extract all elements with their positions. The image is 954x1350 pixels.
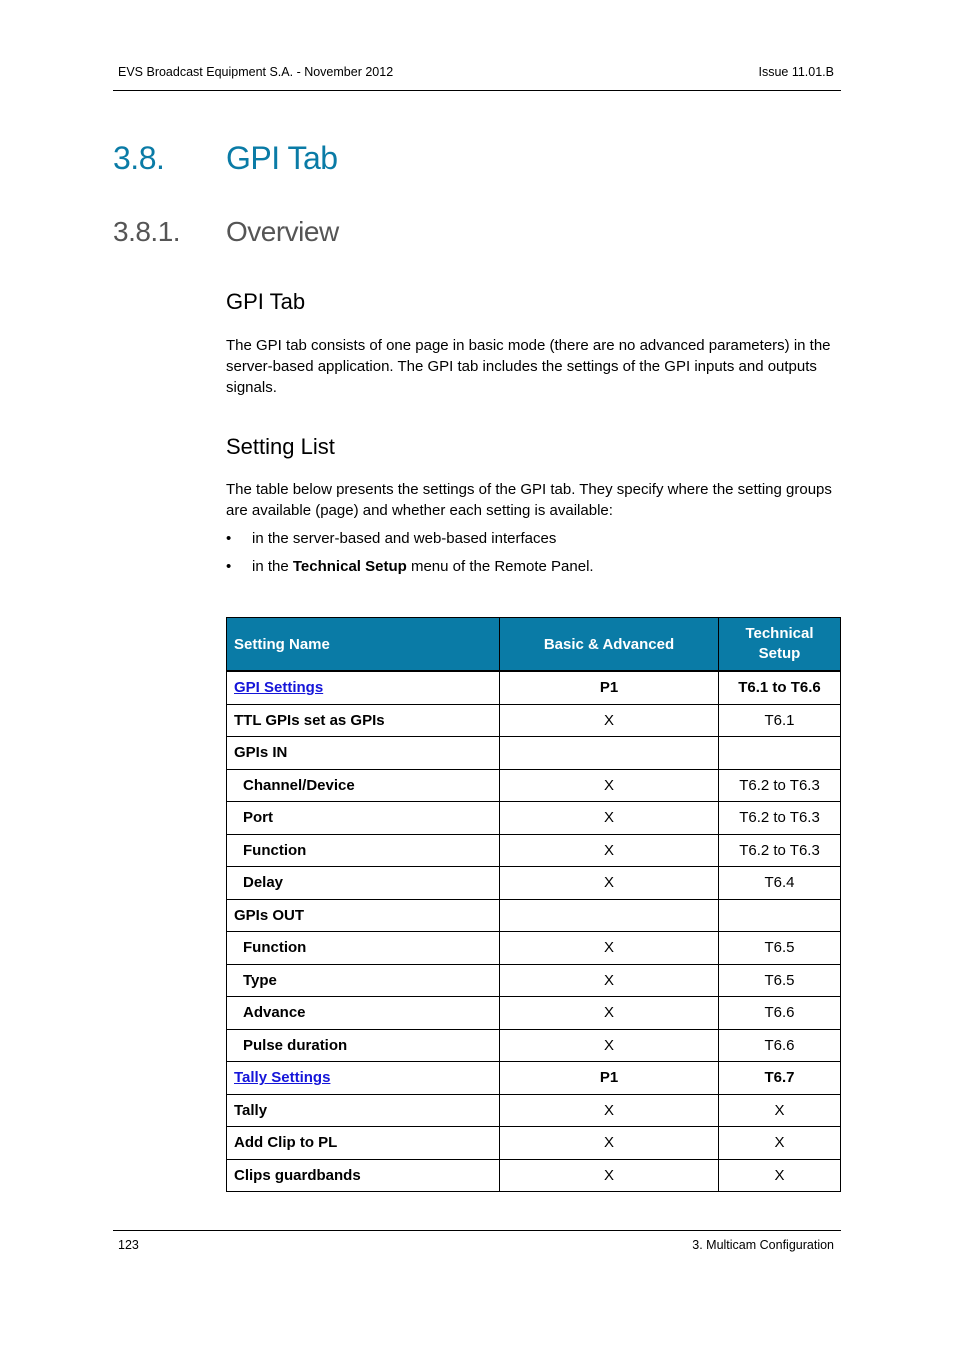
table-row (227, 899, 841, 932)
setting-name-cell: Function (227, 932, 500, 965)
page-header-left: EVS Broadcast Equipment S.A. - November 2012 (118, 65, 394, 79)
setting-name-cell: Advance (227, 997, 500, 1030)
basic-advanced-cell: X (500, 704, 719, 737)
setting-list-heading: Setting List (226, 434, 335, 459)
technical-setup-cell: T6.1 to T6.6 (719, 671, 841, 704)
section-title: GPI Tab (226, 140, 338, 176)
tally-settings-link[interactable]: Tally Settings (234, 1069, 331, 1087)
technical-setup-cell: X (719, 1127, 841, 1160)
setting-name-cell: Delay (227, 867, 500, 900)
technical-setup-cell: T6.7 (719, 1062, 841, 1095)
table-row (227, 997, 841, 1030)
basic-advanced-cell: P1 (500, 1062, 719, 1095)
table-row (227, 704, 841, 737)
subsection-title: Overview (226, 216, 339, 247)
bullet-text-pre: in the (252, 558, 293, 575)
basic-advanced-cell: X (500, 769, 719, 802)
column-header-technical-setup: Technical Setup (719, 618, 841, 672)
page-number: 123 (118, 1238, 139, 1252)
table-row (227, 1094, 841, 1127)
table-row (227, 964, 841, 997)
chapter-name: 3. Multicam Configuration (692, 1238, 834, 1252)
technical-setup-cell: T6.6 (719, 997, 841, 1030)
bullet-text (252, 558, 594, 575)
setting-name-cell: TTL GPIs set as GPIs (227, 704, 500, 737)
footer-divider (113, 1230, 841, 1231)
table-row (227, 1029, 841, 1062)
subsection-number: 3.8.1. (113, 216, 181, 247)
table-row (227, 1159, 841, 1192)
bullet-text: in the server-based and web-based interfaces (252, 530, 557, 547)
bullet-text-bold: Technical Setup (292, 558, 407, 575)
setting-name-cell: Pulse duration (227, 1029, 500, 1062)
setting-name-cell (227, 1062, 500, 1095)
basic-advanced-cell: X (500, 867, 719, 900)
page-header-right: Issue 11.01.B (758, 65, 834, 79)
basic-advanced-cell: X (500, 964, 719, 997)
basic-advanced-cell: X (500, 1029, 719, 1062)
table-row (227, 932, 841, 965)
setting-name-cell: Port (227, 802, 500, 835)
table-row (227, 769, 841, 802)
setting-name-cell: GPIs OUT (227, 899, 500, 932)
settings-table (226, 617, 841, 1192)
setting-name-cell (227, 671, 500, 704)
technical-setup-cell: T6.2 to T6.3 (719, 834, 841, 867)
basic-advanced-cell (500, 899, 719, 932)
basic-advanced-cell (500, 737, 719, 770)
table-header-row (227, 618, 841, 672)
basic-advanced-cell: X (500, 1159, 719, 1192)
setting-name-cell: Type (227, 964, 500, 997)
bullet-text-post: menu of the Remote Panel. (406, 558, 594, 575)
technical-setup-cell: X (719, 1094, 841, 1127)
column-header-basic-advanced: Basic & Advanced (500, 618, 719, 672)
bullet-dot: • (226, 558, 232, 575)
basic-advanced-cell: X (500, 997, 719, 1030)
technical-setup-cell (719, 737, 841, 770)
setting-name-cell: GPIs IN (227, 737, 500, 770)
table-row (227, 802, 841, 835)
table-row (227, 867, 841, 900)
technical-setup-cell: T6.2 to T6.3 (719, 769, 841, 802)
setting-name-cell: Tally (227, 1094, 500, 1127)
technical-setup-cell: T6.2 to T6.3 (719, 802, 841, 835)
technical-setup-cell: T6.5 (719, 964, 841, 997)
table-row (227, 671, 841, 704)
basic-advanced-cell: X (500, 932, 719, 965)
basic-advanced-cell: X (500, 1127, 719, 1160)
basic-advanced-cell: X (500, 834, 719, 867)
table-row (227, 1062, 841, 1095)
technical-setup-cell: X (719, 1159, 841, 1192)
table-row (227, 737, 841, 770)
header-divider (113, 90, 841, 91)
basic-advanced-cell: P1 (500, 671, 719, 704)
setting-name-cell: Function (227, 834, 500, 867)
technical-setup-cell: T6.1 (719, 704, 841, 737)
setting-name-cell: Clips guardbands (227, 1159, 500, 1192)
gpi-tab-paragraph: The GPI tab consists of one page in basic mode (there are no advanced parameters) in the server-based application. The GPI tab includes the settings of the GPI inputs and outputs signals. (226, 337, 831, 396)
table-row (227, 1127, 841, 1160)
table-row (227, 834, 841, 867)
column-header-setting-name: Setting Name (227, 618, 500, 672)
basic-advanced-cell: X (500, 802, 719, 835)
setting-name-cell: Add Clip to PL (227, 1127, 500, 1160)
bullet-dot: • (226, 530, 232, 547)
technical-setup-cell: T6.6 (719, 1029, 841, 1062)
gpi-tab-heading: GPI Tab (226, 289, 306, 314)
setting-list-paragraph: The table below presents the settings of the GPI tab. They specify where the setting groups are available (page) and whether each setting is available: (226, 481, 832, 519)
technical-setup-cell: T6.4 (719, 867, 841, 900)
section-number: 3.8. (113, 140, 165, 176)
technical-setup-cell: T6.5 (719, 932, 841, 965)
technical-setup-cell (719, 899, 841, 932)
setting-name-cell: Channel/Device (227, 769, 500, 802)
gpi-settings-link[interactable]: GPI Settings (234, 679, 324, 697)
basic-advanced-cell: X (500, 1094, 719, 1127)
